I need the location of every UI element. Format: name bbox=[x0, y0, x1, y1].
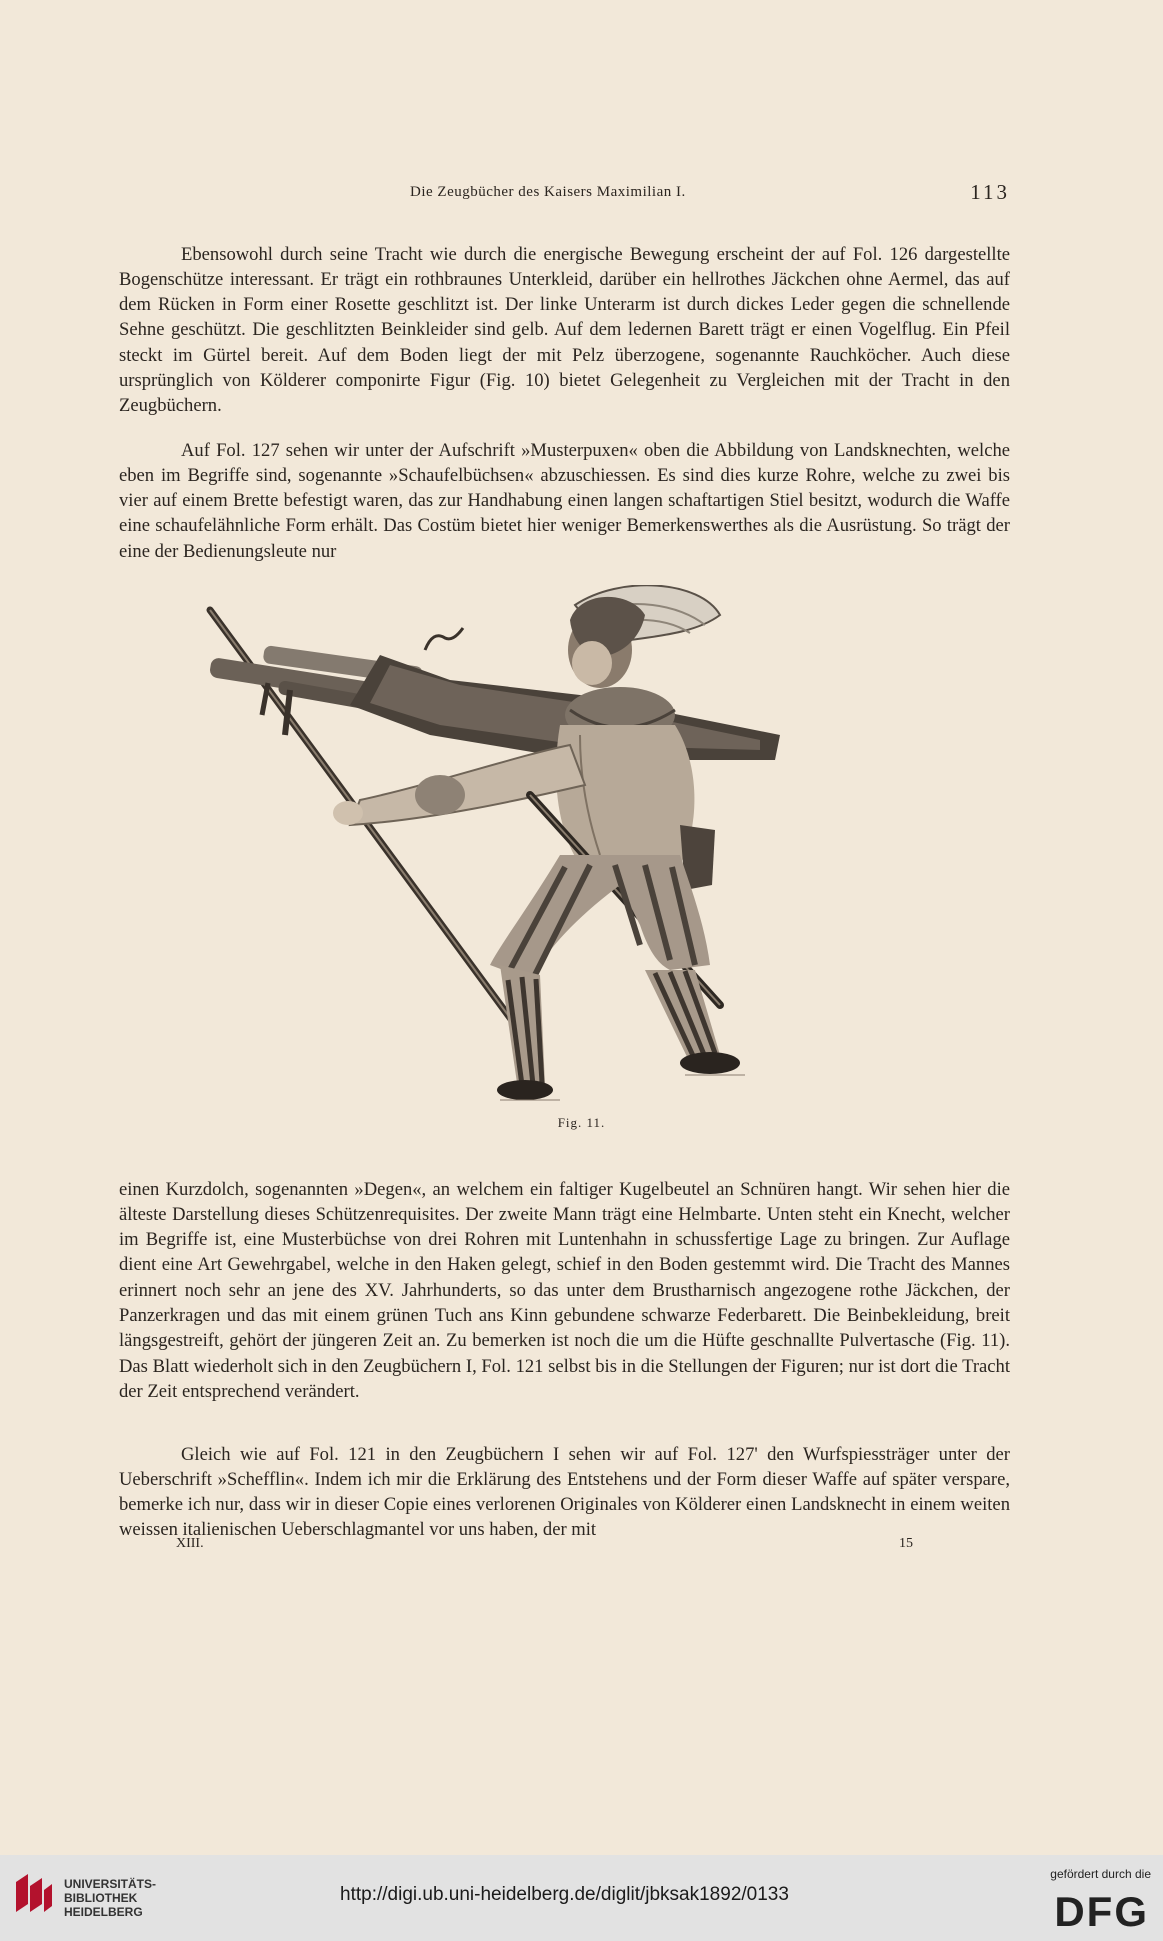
paragraph-4: Gleich wie auf Fol. 121 in den Zeugbüchern I sehen wir auf Fol. 127' den Wurfspiessträger unter der Ueberschrift »Schefflin«. Indem ich mir die Erklärung des Entstehens und der Form dieser Waffe auf später verspare, bemerke ich nur, dass wir in dieser Copie eines verlorenen Originales von Kölderer einen Landsknecht in einem weiten weissen italienischen Ueberschlagmantel vor uns haben, der mit bbox=[119, 1443, 1010, 1541]
paragraph-1: Ebensowohl durch seine Tracht wie durch die energische Bewegung erscheint der auf Fol. 126 dargestellte Bogenschütze interessant. Er trägt ein rothbraunes Unterkleid, darüber ein hellrothes Jäckchen ohne Aermel, das auf dem Rücken in Form einer Rosette geschlitzt ist. Der linke Unterarm ist durch dickes Leder gegen die schnellende Sehne geschützt. Die geschlitzten Beinkleider sind gelb. Auf dem ledernen Barett trägt er einen Vogelflug. Ein Pfeil steckt im Gürtel bereit. Auf dem Boden liegt der mit Pelz überzogene, sogenannte Rauchköcher. Auch diese ursprünglich von Kölderer componirte Figur (Fig. 10) bietet Gelegenheit zu Vergleichen mit der Tracht in den Zeugbüchern. bbox=[119, 243, 1010, 417]
paragraph-2: Auf Fol. 127 sehen wir unter der Aufschrift »Musterpuxen« oben die Abbildung von Landsknechten, welche eben im Begriffe sind, sogenannte »Schaufelbüchsen« abzuschiessen. Es sind dies kurze Rohre, welche zu zwei bis vier auf einem Brette befestigt waren, das zur Handhabung einen langen schaftartigen Stiel besitzt, wodurch die Waffe eine schaufelähnliche Form erhält. Das Costüm bietet hier weniger Bemerkenswerthes als die Ausrüstung. So trägt der eine der Bedienungsleute nur bbox=[119, 439, 1010, 562]
figure-caption: Fig. 11. bbox=[557, 1115, 606, 1130]
sheet-number: 15 bbox=[899, 1536, 913, 1551]
university-library-name: UNIVERSITÄTS- BIBLIOTHEK HEIDELBERG bbox=[64, 1877, 157, 1919]
viewer-footer bbox=[0, 1855, 1163, 1941]
signature-mark: XIII. bbox=[176, 1536, 204, 1551]
permalink-url[interactable]: http://digi.ub.uni-heidelberg.de/diglit/jbksak1892/0133 bbox=[340, 1884, 789, 1905]
page-number: 113 bbox=[970, 180, 1010, 204]
landsknecht-illustration-icon bbox=[200, 585, 830, 1105]
figure-11-illustration bbox=[200, 585, 830, 1105]
funding-label: gefördert durch die bbox=[1050, 1867, 1151, 1881]
paragraph-3: einen Kurzdolch, sogenannten »Degen«, an welchem ein faltiger Kugelbeutel an Schnüren hangt. Wir sehen hier die älteste Darstellung dieses Schützenrequisites. Der zweite Mann trägt eine Helmbarte. Unten steht ein Knecht, welcher im Begriffe ist, eine Musterbüchse von drei Rohren mit Luntenhahn in schussfertige Lage zu bringen. Zur Auflage dient eine Art Gewehrgabel, welche in den Haken gelegt, schief in den Boden gestemmt wird. Die Tracht des Mannes erinnert noch sehr an jene des XV. Jahrhunderts, so das unter dem Brustharnisch angezogene rothe Jäckchen, der Panzerkragen und das mit einem grünen Tuch ans Kinn gebundene schwarze Federbarett. Die Beinbekleidung, breit längsgestreift, gehört der jüngeren Zeit an. Zu bemerken ist noch die um die Hüfte geschnallte Pulvertasche (Fig. 11). Das Blatt wiederholt sich in den Zeugbüchern I, Fol. 121 selbst bis in die Stellungen der Figuren; nur ist dort die Tracht der Zeit entsprechend verändert. bbox=[119, 1178, 1010, 1402]
university-library-logo-icon bbox=[12, 1872, 54, 1916]
running-title: Die Zeugbücher des Kaisers Maximilian I. bbox=[410, 184, 686, 200]
dfg-logo: DFG bbox=[1054, 1888, 1149, 1935]
